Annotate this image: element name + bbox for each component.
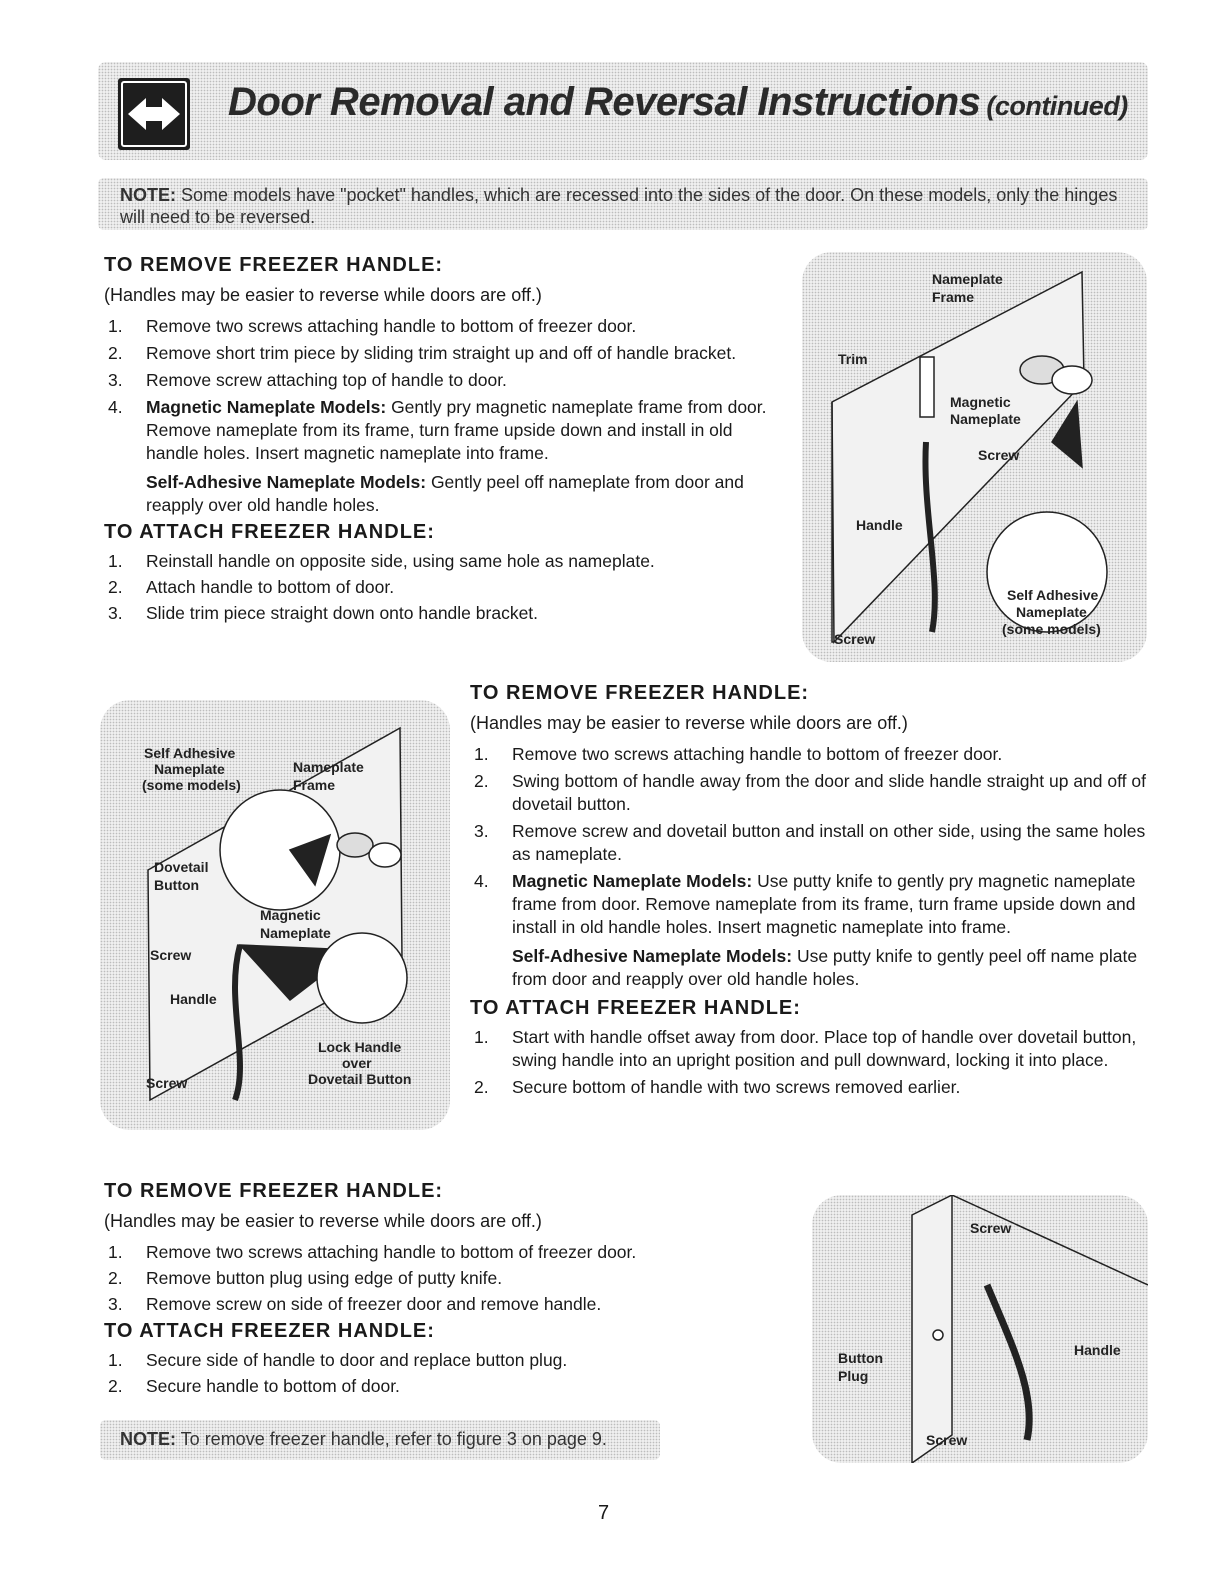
- label-screw-bottom: Screw: [834, 631, 876, 647]
- label-nameplate: Nameplate: [293, 759, 364, 775]
- note-text: To remove freezer handle, refer to figure 3 on page 9.: [176, 1429, 607, 1449]
- figure-dovetail-handle: [100, 700, 450, 1130]
- label-self-adhesive-nameplate: Nameplate: [154, 761, 225, 777]
- note-top: [98, 178, 1148, 230]
- page-number: 7: [597, 1502, 610, 1524]
- list-item: [104, 315, 784, 338]
- step-text: Secure side of handle to door and replace button plug.: [146, 1350, 568, 1370]
- step-number: 2.: [108, 1268, 123, 1288]
- label-screw-top: Screw: [978, 447, 1020, 463]
- attach-steps: [104, 550, 784, 625]
- step-number: 2.: [474, 1077, 489, 1097]
- step-number: 3.: [108, 370, 123, 390]
- step-text: Secure handle to bottom of door.: [146, 1376, 400, 1396]
- list-item: [104, 576, 784, 599]
- label-button: Button: [154, 877, 200, 893]
- page-title-text: Door Removal and Reversal Instructions: [228, 80, 981, 124]
- step-extra-text: Gently peel off nameplate from door and reapply over old handle holes.: [146, 472, 744, 515]
- list-item: [104, 550, 784, 573]
- note-label: NOTE:: [120, 185, 176, 205]
- step-text: Swing bottom of handle away from the door and slide handle straight up and off of dovetail button.: [512, 771, 1146, 814]
- step-number: 1.: [108, 1350, 123, 1370]
- step-text: Remove two screws attaching handle to bottom of freezer door.: [512, 744, 1003, 764]
- step-number: 3.: [474, 821, 489, 841]
- label-self-adhesive-nameplate: Nameplate: [1016, 604, 1087, 620]
- double-arrow-icon: [118, 78, 190, 150]
- step-number: 2.: [108, 1376, 123, 1396]
- label-button: Button: [838, 1350, 884, 1366]
- label-dovetail-button: Dovetail Button: [308, 1071, 412, 1087]
- list-item: [470, 743, 1160, 766]
- step-number: 4.: [474, 871, 489, 891]
- label-dovetail: Dovetail: [154, 859, 209, 875]
- list-item: [470, 1076, 1160, 1099]
- remove-steps: [104, 315, 784, 517]
- list-item: [104, 1375, 724, 1398]
- section-heading: TO ATTACH FREEZER HANDLE:: [470, 997, 801, 1019]
- attach-steps: [104, 1349, 724, 1398]
- label-handle: Handle: [1074, 1342, 1121, 1358]
- section-subtitle: (Handles may be easier to reverse while doors are off.): [104, 1211, 542, 1231]
- section-heading: TO REMOVE FREEZER HANDLE:: [104, 1180, 444, 1202]
- step-text: Remove two screws attaching handle to bottom of freezer door.: [146, 1242, 637, 1262]
- step-number: 4.: [108, 397, 123, 417]
- section-subtitle: (Handles may be easier to reverse while doors are off.): [104, 285, 542, 305]
- step-extra-lead: Self-Adhesive Nameplate Models:: [146, 472, 427, 492]
- label-nameplate-2: Nameplate: [260, 925, 331, 941]
- note-bottom: [100, 1420, 660, 1460]
- figure-side-handle: [812, 1195, 1148, 1463]
- step-number: 1.: [474, 744, 489, 764]
- label-magnetic: Magnetic: [260, 907, 321, 923]
- remove-steps: [104, 1241, 724, 1316]
- step-text: Remove short trim piece by sliding trim straight up and off of handle bracket.: [146, 343, 737, 363]
- step-number: 2.: [108, 577, 123, 597]
- label-self-adhesive: Self Adhesive: [144, 745, 236, 761]
- step-extra: [146, 471, 786, 517]
- step-text: Use putty knife to gently pry magnetic nameplate frame from door. Remove nameplate from its frame, turn frame upside down and install in old handle holes. Insert magnetic nameplate into frame.: [512, 871, 1136, 937]
- label-screw-bottom: Screw: [926, 1432, 968, 1448]
- step-text: Remove button plug using edge of putty knife.: [146, 1268, 503, 1288]
- section-dovetail-handle: [470, 682, 1160, 1099]
- step-lead: Magnetic Nameplate Models:: [512, 871, 753, 891]
- label-frame: Frame: [932, 289, 975, 305]
- step-extra: [512, 945, 1160, 991]
- label-nameplate: Nameplate: [932, 271, 1003, 287]
- label-nameplate-2: Nameplate: [950, 411, 1021, 427]
- label-lock-handle: Lock Handle: [318, 1039, 402, 1055]
- list-item: [104, 1241, 724, 1264]
- step-number: 3.: [108, 1294, 123, 1314]
- section-standard-handle: [104, 254, 784, 625]
- step-text: Remove screw and dovetail button and install on other side, using the same holes as nameplate.: [512, 821, 1146, 864]
- label-screw-mid: Screw: [150, 947, 192, 963]
- step-extra-text: Use putty knife to gently peel off name plate from door and reapply over old handle holes.: [512, 946, 1138, 989]
- list-item: [104, 602, 784, 625]
- section-heading: TO ATTACH FREEZER HANDLE:: [104, 1320, 435, 1342]
- remove-steps: [470, 743, 1160, 991]
- section-heading: TO REMOVE FREEZER HANDLE:: [470, 682, 810, 704]
- step-number: 2.: [474, 771, 489, 791]
- label-some-models: (some models): [142, 777, 241, 793]
- figure-3-drawing: [812, 1195, 1148, 1463]
- step-text: Gently pry magnetic nameplate frame from door. Remove nameplate from its frame, turn frame upside down and install in old handle holes. Insert magnetic nameplate into frame.: [146, 397, 767, 463]
- label-screw-top: Screw: [970, 1220, 1012, 1236]
- step-extra-lead: Self-Adhesive Nameplate Models:: [512, 946, 793, 966]
- step-number: 2.: [108, 343, 123, 363]
- figure-2-drawing: [100, 700, 450, 1130]
- page-title: [228, 80, 1128, 125]
- list-item: [470, 1026, 1160, 1072]
- list-item: [104, 1267, 724, 1290]
- step-number: 1.: [474, 1027, 489, 1047]
- attach-steps: [470, 1026, 1160, 1099]
- label-handle: Handle: [856, 517, 903, 533]
- step-number: 1.: [108, 1242, 123, 1262]
- section-heading: TO REMOVE FREEZER HANDLE:: [104, 254, 444, 276]
- list-item: [104, 1293, 724, 1316]
- list-item: [470, 770, 1160, 816]
- label-plug: Plug: [838, 1368, 869, 1384]
- note-text: Some models have "pocket" handles, which are recessed into the sides of the door. On these models, only the hinges will need to be reversed.: [120, 185, 1118, 227]
- section-heading: TO ATTACH FREEZER HANDLE:: [104, 521, 435, 543]
- step-number: 3.: [108, 603, 123, 623]
- step-text: Reinstall handle on opposite side, using same hole as nameplate.: [146, 551, 655, 571]
- page-title-suffix: (continued): [986, 91, 1128, 121]
- label-self-adhesive: Self Adhesive: [1007, 587, 1099, 603]
- label-handle: Handle: [170, 991, 217, 1007]
- figure-nameplate-handle: [802, 252, 1147, 662]
- label-some-models: (some models): [1002, 621, 1101, 637]
- step-text: Attach handle to bottom of door.: [146, 577, 395, 597]
- label-trim: Trim: [838, 351, 868, 367]
- list-item: [104, 342, 746, 365]
- list-item: [470, 870, 1160, 991]
- note-label: NOTE:: [120, 1429, 176, 1449]
- step-lead: Magnetic Nameplate Models:: [146, 397, 387, 417]
- step-text: Start with handle offset away from door. Place top of handle over dovetail button, swing handle into an upright position and pull downward, locking it into place.: [512, 1027, 1137, 1070]
- figure-1-drawing: [802, 252, 1147, 662]
- step-text: Slide trim piece straight down onto handle bracket.: [146, 603, 539, 623]
- label-magnetic: Magnetic: [950, 394, 1011, 410]
- step-number: 1.: [108, 551, 123, 571]
- step-number: 1.: [108, 316, 123, 336]
- step-text: Remove screw on side of freezer door and remove handle.: [146, 1294, 602, 1314]
- section-side-handle: [104, 1180, 724, 1398]
- label-over: over: [342, 1055, 372, 1071]
- step-text: Secure bottom of handle with two screws removed earlier.: [512, 1077, 961, 1097]
- list-item: [470, 820, 1160, 866]
- label-frame: Frame: [293, 777, 336, 793]
- step-text: Remove two screws attaching handle to bottom of freezer door.: [146, 316, 637, 336]
- step-text: Remove screw attaching top of handle to door.: [146, 370, 507, 390]
- list-item: [104, 396, 786, 517]
- list-item: [104, 1349, 724, 1372]
- label-screw-bottom: Screw: [146, 1075, 188, 1091]
- list-item: [104, 369, 784, 392]
- section-subtitle: (Handles may be easier to reverse while doors are off.): [470, 713, 908, 733]
